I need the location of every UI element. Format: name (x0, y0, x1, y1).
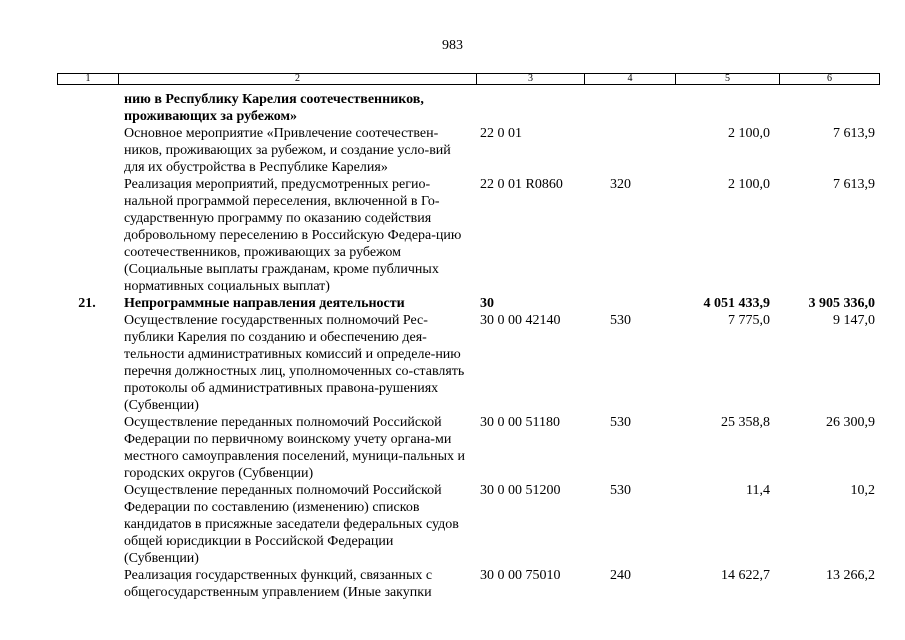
amount-col5: 4 051 433,9 (703, 296, 770, 311)
table-body (57, 91, 879, 601)
amount-col6: 9 147,0 (833, 313, 875, 328)
table-row (57, 125, 879, 176)
expense-type: 320 (610, 177, 631, 192)
column-header-6: 6 (780, 74, 880, 85)
table-row (57, 176, 879, 295)
row-description: Реализация мероприятий, предусмотренных регио-нальной программой переселения, включенной в Го-сударственную программу по оказанию содействия добровольному переселению в Российскую Федера-цию соотечественников, проживающих за рубежом (Социальные выплаты гражданам, кроме публичных нормативных социальных выплат) (124, 177, 462, 294)
page-number: 983 (442, 38, 463, 53)
column-header-row (57, 73, 880, 85)
amount-col5: 11,4 (746, 483, 770, 498)
row-description: Осуществление государственных полномочий Рес-публики Карелия по созданию и обеспечению дея-тельности административных комиссий и определе-нию перечня должностных лиц, уполномоченных со-ставлять протоколы об административных правона-рушениях (Субвенции) (124, 313, 465, 413)
table-row (57, 295, 879, 312)
row-description: нию в Республику Карелия соотечественников, проживающих за рубежом» (124, 92, 424, 124)
amount-col6: 7 613,9 (833, 177, 875, 192)
amount-col5: 14 622,7 (721, 568, 770, 583)
target-code: 30 0 00 42140 (480, 313, 561, 328)
amount-col6: 7 613,9 (833, 126, 875, 141)
table-row (57, 567, 879, 601)
table-row (57, 482, 879, 567)
target-code: 30 (480, 296, 494, 311)
amount-col6: 3 905 336,0 (808, 296, 875, 311)
row-description: Реализация государственных функций, связанных с общегосударственным управлением (Иные закупки (124, 568, 433, 600)
amount-col5: 7 775,0 (728, 313, 770, 328)
target-code: 30 0 00 51180 (480, 415, 560, 430)
column-header-5: 5 (676, 74, 780, 85)
expense-type: 530 (610, 313, 631, 328)
table-row (57, 91, 879, 125)
target-code: 22 0 01 (480, 126, 522, 141)
amount-col5: 2 100,0 (728, 177, 770, 192)
column-header-1: 1 (58, 74, 119, 85)
row-description: Непрограммные направления деятельности (124, 296, 405, 311)
table-row (57, 414, 879, 482)
column-header-4: 4 (585, 74, 676, 85)
table-row (57, 312, 879, 414)
target-code: 30 0 00 75010 (480, 568, 561, 583)
expense-type: 530 (610, 415, 631, 430)
expense-type: 530 (610, 483, 631, 498)
expense-type: 240 (610, 568, 631, 583)
amount-col5: 2 100,0 (728, 126, 770, 141)
amount-col6: 26 300,9 (826, 415, 875, 430)
amount-col6: 10,2 (850, 483, 875, 498)
column-header-3: 3 (477, 74, 585, 85)
row-description: Осуществление переданных полномочий Российской Федерации по составлению (изменению) списков кандидатов в присяжные заседатели федеральных судов общей юрисдикции в Российской Федерации (Субвенции) (124, 483, 459, 566)
target-code: 30 0 00 51200 (480, 483, 561, 498)
row-description: Основное мероприятие «Привлечение соотечествен-ников, проживающих за рубежом, и создание усло-вий для их обустройства в Республике Карелия» (124, 126, 451, 175)
amount-col6: 13 266,2 (826, 568, 875, 583)
target-code: 22 0 01 R0860 (480, 177, 563, 192)
column-header-2: 2 (119, 74, 477, 85)
row-description: Осуществление переданных полномочий Российской Федерации по первичному воинскому учету органа-ми местного самоуправления поселений, муници-пальных и городских округов (Субвенции) (124, 415, 466, 481)
row-number: 21. (78, 296, 96, 311)
amount-col5: 25 358,8 (721, 415, 770, 430)
